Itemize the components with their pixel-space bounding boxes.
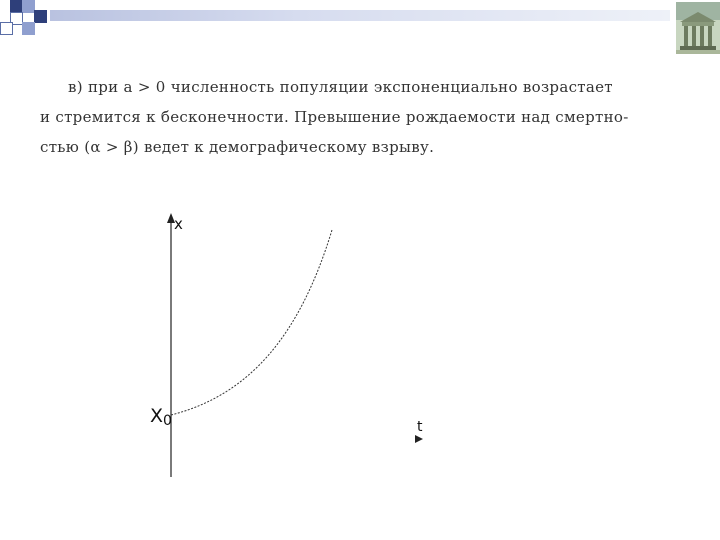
- header-gradient-bar: [50, 10, 670, 21]
- initial-value-subscript: 0: [163, 413, 172, 429]
- x-axis-label: t: [417, 419, 423, 435]
- square-icon: [34, 10, 47, 23]
- initial-value-main: X: [150, 405, 164, 427]
- growth-curve: [171, 230, 332, 415]
- square-icon: [0, 22, 13, 35]
- x-axis-arrow-icon: [415, 435, 423, 443]
- graph-svg: [140, 205, 440, 490]
- building-logo-icon: [676, 2, 720, 54]
- initial-value-label: [150, 405, 172, 427]
- header-banner: [0, 0, 720, 40]
- y-axis-label: x: [174, 215, 183, 233]
- body-paragraph: [40, 72, 680, 162]
- exponential-growth-graph: [140, 205, 440, 490]
- paragraph-line: в) при a > 0 численность популяции экспоненциально возрастает: [68, 78, 613, 96]
- square-icon: [22, 22, 35, 35]
- paragraph-line: и стремится к бесконечности. Превышение рождаемости над смертно-: [40, 108, 629, 126]
- paragraph-line: стью (α > β) ведет к демографическому взрыву.: [40, 138, 435, 156]
